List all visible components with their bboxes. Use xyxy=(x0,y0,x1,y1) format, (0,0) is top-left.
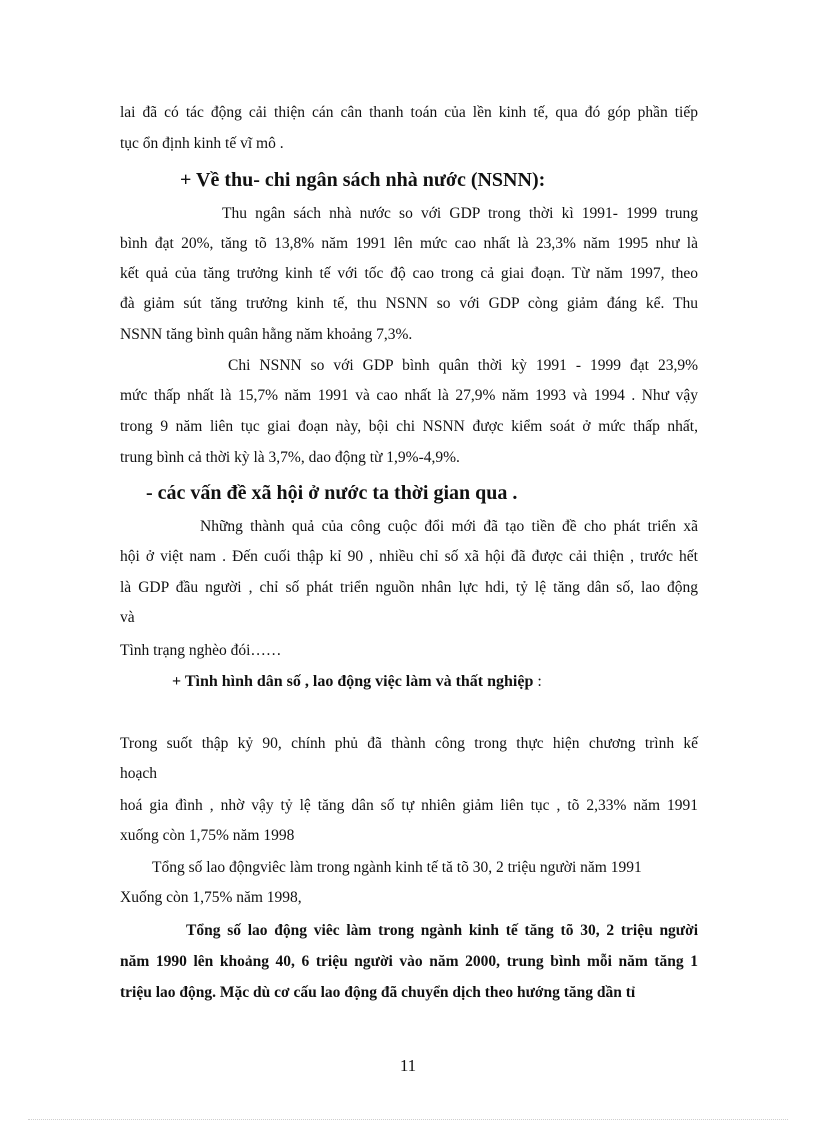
text-line: Tổng số lao độngviêc làm trong ngành kinh tế tă tõ 30, 2 triệu người năm 1991 xyxy=(152,859,642,876)
section-heading-xahoi: - các vấn đề xã hội ở nước ta thời gian qua . xyxy=(146,482,518,504)
text-line: bình đạt 20%, tăng tõ 13,8% năm 1991 lên mức cao nhất là 23,3% năm 1995 như là xyxy=(120,235,698,252)
text-line: năm 1990 lên khoảng 40, 6 triệu người vào năm 2000, trung bình mỗi năm tăng 1 xyxy=(120,953,698,970)
text-line: tục ổn định kinh tế vĩ mô . xyxy=(120,135,284,152)
text-line: trung bình cả thời kỳ là 3,7%, dao động từ 1,9%-4,9%. xyxy=(120,449,460,466)
text-line: Những thành quả của công cuộc đổi mới đã tạo tiền đề cho phát triển xã xyxy=(200,518,698,535)
text-line: NSNN tăng bình quân hằng năm khoảng 7,3%. xyxy=(120,326,413,343)
text-line: Tổng số lao động viêc làm trong ngành kinh tế tăng tõ 30, 2 triệu người xyxy=(186,922,698,939)
text-line: và xyxy=(120,609,135,626)
text-line: hoạch xyxy=(120,765,158,782)
text-line: đà giảm sút tăng trưởng kinh tế, thu NSNN so với GDP còng giảm đáng kể. Thu xyxy=(120,295,698,312)
text-line: hoá gia đình , nhờ vậy tỷ lệ tăng dân số tự nhiên giảm liên tục , tõ 2,33% năm 1991 xyxy=(120,797,698,814)
text-line: Trong suốt thập kỷ 90, chính phủ đã thành công trong thực hiện chương trình kế xyxy=(120,735,698,752)
text-line: lai đã có tác động cải thiện cán cân thanh toán của lền kinh tế, qua đó góp phần tiếp xyxy=(120,104,698,121)
text-line: Chi NSNN so với GDP bình quân thời kỳ 1991 - 1999 đạt 23,9% xyxy=(228,357,698,374)
section-heading-danso xyxy=(172,672,750,692)
page-number: 11 xyxy=(399,1056,417,1075)
text-line: triệu lao động. Mặc dù cơ cấu lao động đã chuyển dịch theo hướng tăng dần tỉ xyxy=(120,984,636,1001)
text-line: mức thấp nhất là 15,7% năm 1991 và cao nhất là 27,9% năm 1993 và 1994 . Như vậy xyxy=(120,387,698,404)
text-line: Xuống còn 1,75% năm 1998, xyxy=(120,889,302,906)
text-line: Thu ngân sách nhà nước so với GDP trong thời kì 1991- 1999 trung xyxy=(222,205,698,222)
page-divider xyxy=(28,1119,788,1120)
text-line: hội ở việt nam . Đến cuối thập kỉ 90 , nhiều chỉ số xã hội đã được cải thiện , trước hết xyxy=(120,548,698,565)
section-heading-nsnn: + Về thu- chi ngân sách nhà nước (NSNN): xyxy=(180,169,546,191)
heading-colon: : xyxy=(537,673,542,690)
heading-text: + Tình hình dân số , lao động việc làm và thất nghiệp xyxy=(172,673,534,690)
text-line: kết quả của tăng trưởng kinh tế với tốc độ cao trong cả giai đoạn. Từ năm 1997, theo xyxy=(120,265,698,282)
text-line: trong 9 năm liên tục giai đoạn này, bội chi NSNN được kiểm soát ở mức thấp nhất, xyxy=(120,418,698,435)
text-line: Tình trạng nghèo đói…… xyxy=(120,642,282,659)
text-line: là GDP đầu người , chỉ số phát triển nguồn nhân lực hdi, tỷ lệ tăng dân số, lao động xyxy=(120,579,698,596)
text-line: xuống còn 1,75% năm 1998 xyxy=(120,827,295,844)
